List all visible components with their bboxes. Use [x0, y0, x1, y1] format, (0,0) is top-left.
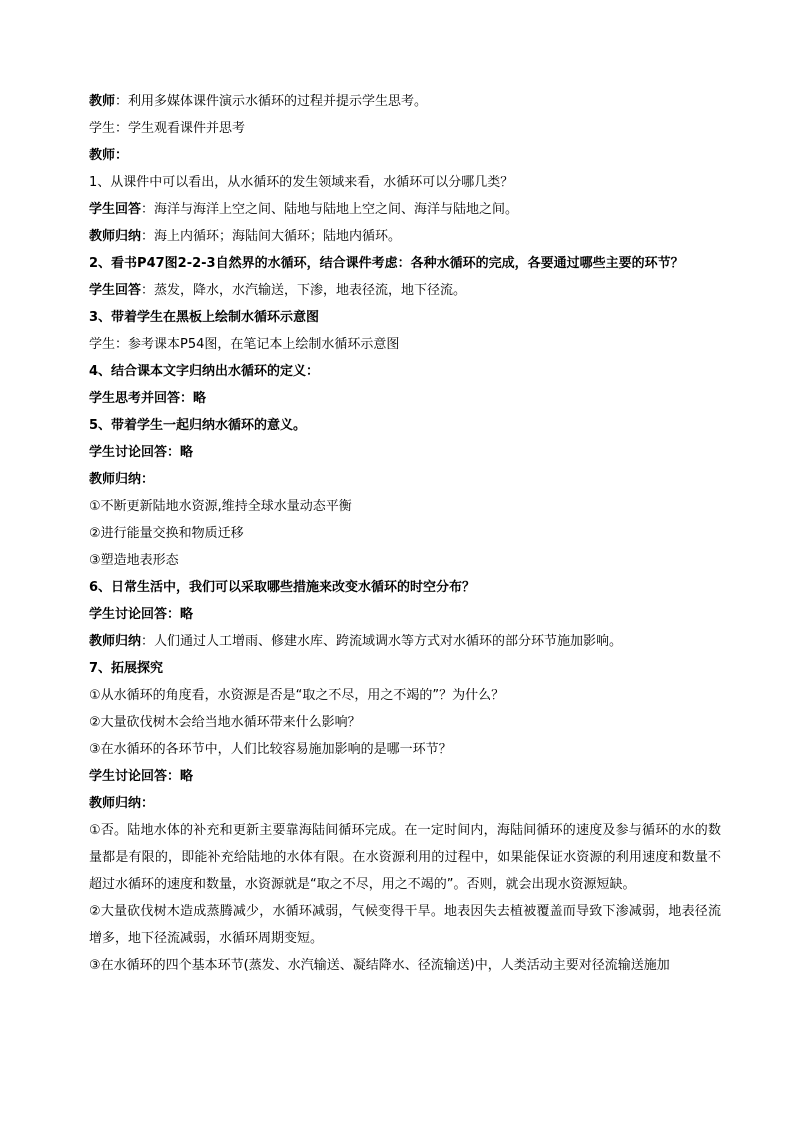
text-line — [89, 385, 721, 412]
text-line — [89, 331, 721, 358]
line-text: ③塑造地表形态 — [89, 553, 179, 568]
speaker-label: 学生回答 — [89, 283, 142, 298]
line-text: 学生思考并回答：略 — [89, 391, 207, 406]
line-text: 学生：参考课本P54图，在笔记本上绘制水循环示意图 — [89, 337, 400, 352]
line-text: ：蒸发，降水，水汽输送，下渗，地表径流，地下径流。 — [141, 283, 467, 298]
line-text: 学生讨论回答：略 — [89, 445, 194, 460]
text-line — [89, 412, 721, 439]
line-text: 1、从课件中可以看出，从水循环的发生领域来看，水循环可以分哪几类？ — [89, 175, 514, 190]
line-text: ：海上内循环；海陆间大循环；陆地内循环。 — [141, 229, 402, 244]
text-line — [89, 763, 721, 790]
text-line — [89, 601, 721, 628]
text-line — [89, 493, 721, 520]
text-line — [89, 628, 721, 655]
line-text: 教师归纳： — [89, 796, 155, 811]
line-text: 3、带着学生在黑板上绘制水循环示意图 — [89, 310, 320, 325]
text-line — [89, 223, 721, 250]
text-line — [89, 736, 721, 763]
text-line — [89, 790, 721, 817]
line-text: 5、带着学生一起归纳水循环的意义。 — [89, 418, 307, 433]
line-text: ③在水循环的各环节中，人们比较容易施加影响的是哪一环节？ — [89, 742, 452, 757]
speaker-label: 教师 — [89, 94, 116, 109]
speaker-label: 学生回答 — [89, 202, 142, 217]
line-text: 学生讨论回答：略 — [89, 769, 194, 784]
line-text: 学生讨论回答：略 — [89, 607, 194, 622]
line-text: ①从水循环的角度看，水资源是否是“取之不尽，用之不竭的”？为什么？ — [89, 688, 505, 703]
text-line — [89, 547, 721, 574]
answer-paragraphs — [89, 817, 721, 979]
answer-paragraph: ①否。陆地水体的补充和更新主要靠海陆间循环完成。在一定时间内，海陆间循环的速度及参与循环的水的数量都是有限的，即能补充给陆地的水体有限。在水资源利用的过程中，如果能保证水资源的利用速度和数量不超过水循环的速度和数量，水资源就是“取之不尽，用之不竭的”。否则，就会出现水资源短缺。 — [89, 823, 721, 892]
text-line — [89, 196, 721, 223]
line-text: 4、结合课本文字归纳出水循环的定义： — [89, 364, 320, 379]
line-text: 6、日常生活中，我们可以采取哪些措施来改变水循环的时空分布？ — [89, 580, 476, 595]
answer-paragraph: ③在水循环的四个基本环节(蒸发、水汽输送、凝结降水、径流输送)中，人类活动主要对径流输送施加 — [89, 958, 670, 973]
line-text: ：海洋与海洋上空之间、陆地与陆地上空之间、海洋与陆地之间。 — [141, 202, 519, 217]
answer-paragraph: ②大量砍伐树木造成蒸腾减少，水循环减弱，气候变得干旱。地表因失去植被覆盖而导致下渗减弱，地表径流增多，地下径流减弱，水循环周期变短。 — [89, 904, 721, 946]
speaker-label: 教师： — [89, 148, 129, 163]
line-text: 7、拓展探究 — [89, 661, 164, 676]
text-line — [89, 88, 721, 115]
speaker-label: 教师归纳 — [89, 634, 142, 649]
text-line — [89, 439, 721, 466]
text-line — [89, 358, 721, 385]
text-line — [89, 682, 721, 709]
line-text: ②大量砍伐树木会给当地水循环带来什么影响？ — [89, 715, 361, 730]
line-text: ：利用多媒体课件演示水循环的过程并提示学生思考。 — [115, 94, 428, 109]
text-line — [89, 520, 721, 547]
line-text: ①不断更新陆地水资源,维持全球水量动态平衡 — [89, 499, 352, 514]
text-line — [89, 574, 721, 601]
line-text: 2、看书P47图2-2-3自然界的水循环，结合课件考虑：各种水循环的完成，各要通过哪些主要的环节？ — [89, 256, 684, 271]
text-line — [89, 169, 721, 196]
speaker-label: 教师归纳 — [89, 229, 142, 244]
text-line — [89, 277, 721, 304]
text-line — [89, 304, 721, 331]
line-text: ②进行能量交换和物质迁移 — [89, 526, 244, 541]
text-line — [89, 115, 721, 142]
line-text: ：人们通过人工增雨、修建水库、跨流域调水等方式对水循环的部分环节施加影响。 — [141, 634, 623, 649]
text-line — [89, 250, 721, 277]
text-line — [89, 655, 721, 682]
document-page — [89, 88, 721, 979]
text-line — [89, 466, 721, 493]
text-line — [89, 142, 721, 169]
line-text: 学生：学生观看课件并思考 — [89, 121, 246, 136]
text-line — [89, 709, 721, 736]
line-text: 教师归纳： — [89, 472, 155, 487]
lesson-lines — [89, 88, 721, 817]
